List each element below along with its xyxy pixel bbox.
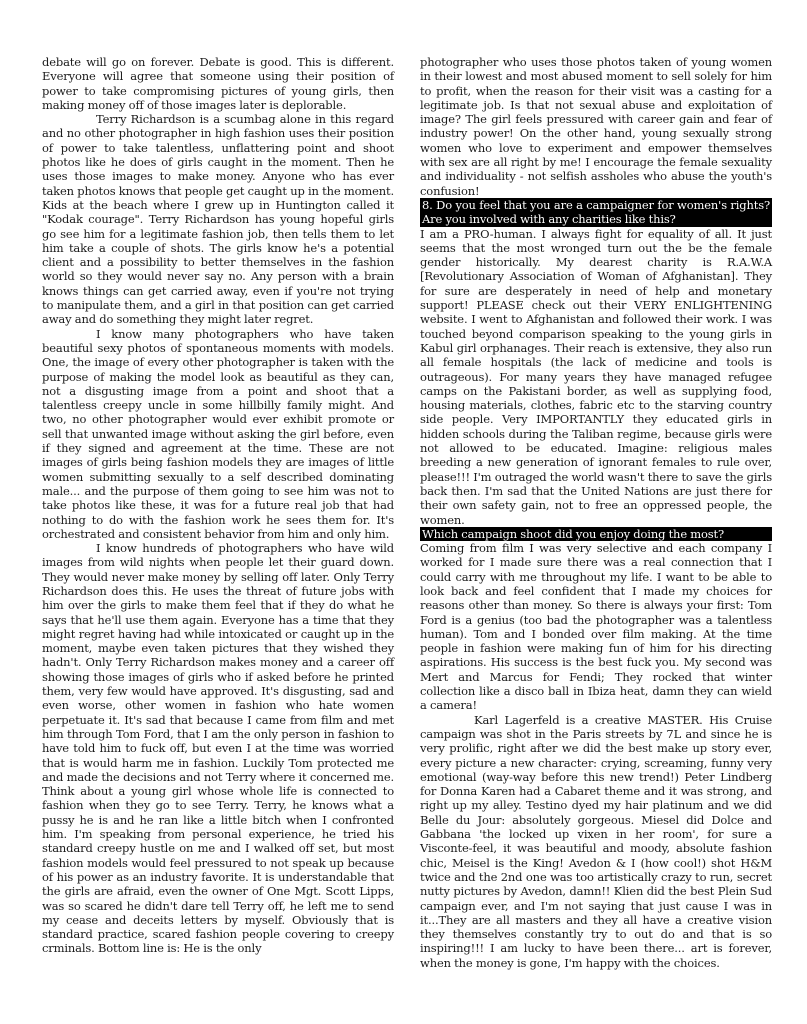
article-columns [42,55,777,970]
interview-question-highlight: 8. Do you feel that you are a campaigner for women's rights? Are you involved with any charities like this? [422,197,770,227]
paragraph: Terry Richardson is a scumbag alone in this regard and no other photographer in high fashion uses their position of power to take talentless, unflattering point and shoot photos like he does of girls caught in the moment. Then he uses those images to make money. Anyone who has ever taken photos knows that people get caught up in the moment. Kids at the beach where I grew up in Huntington called it "Kodak courage". Terry Richardson has young hopeful girls go see him for a legitimate fashion job, then tells them to let him take a couple of shots. The girls know he's a potential client and a possibility to better themselves in the fashion world so they would never say no. Any person with a brain knows things can get carried away, even if you're not trying to manipulate them, and a girl in that position can get carried away and do something they might later regret. [42,112,394,327]
left-column [42,55,394,970]
right-column [420,55,772,970]
paragraph: photographer who uses those photos taken of young women in their lowest and most abused moment to sell solely for him to profit, when the reason for their visit was a casting for a legitimate job. Is that not sexual abuse and exploitation of image? The girl feels pressured with career gain and fear of industry power! On the other hand, young sexually strong women who love to experiment and empower themselves with sex are all right by me! I encourage the female sexuality and individuality - not selfish assholes who abuse the youth's confusion! [420,55,772,198]
paragraph: I am a PRO-human. I always fight for equality of all. It just seems that the most wronged turn out the be the female gender historically. My dearest charity is R.A.W.A [Revolutionary Association of Woman of Afghanistan]. They for sure are desperately in need of help and monetary support! PLEASE check out their VERY ENLIGHTENING website. I went to Afghanistan and followed their work. I was touched beyond comparison speaking to the young girls in Kabul girl orphanages. Their reach is extensive, they also run all female hospitals (the lack of medicine and tools is outrageous). For many years they have managed refugee camps on the Pakistani border, as well as supplying food, housing materials, clothes, fabric etc to the starving country side people. Very IMPORTANTLY they educated girls in hidden schools during the Taliban regime, because girls were not allowed to be educated. Imagine: religious males breeding a new generation of ignorant females to rule over, please!!! I'm outraged the world wasn't there to save the girls back then. I'm sad that the United Nations are just there for their own safety gain, not to free an oppressed people, the women. [420,226,772,527]
paragraph: I know many photographers who have taken beautiful sexy photos of spontaneous moments with models. One, the image of every other photographer is taken with the purpose of making the model look as beautiful as they can, not a disgusting image from a point and shoot that a talentless creepy uncle in some hillbilly family might. And two, no other photographer would ever exhibit promote or sell that unwanted image without asking the girl before, even if they signed and agreement at the time. These are not images of girls being fashion models they are images of little women submitting sexually to a self described dominating male... and the purpose of them going to see him was not to take photos like these, it was for a future real job that had nothing to do with the fashion work he sees them for. It's orchestrated and consistent behavior from him and only him. [42,326,394,541]
interview-question-highlight: Which campaign shoot did you enjoy doing the most? [420,527,772,541]
paragraph: I know hundreds of photographers who have wild images from wild nights when people let their guard down. They would never make money by selling off later. Only Terry Richardson does this. He uses the threat of future jobs with him over the girls to make them feel that if they do what he says that he'll use them again. Everyone has a time that they might regret having had while intoxicated or caught up in the moment, maybe even taken pictures that they wished they hadn't. Only Terry Richardson makes money and a career off showing those images of girls who if asked before he printed them, very few would have approved. It's disgusting, sad and even worse, other women in fashion who hate women perpetuate it. It's sad that because I came from film and met him through Tom Ford, that I am the only person in fashion to have told him to fuck off, but even I at the time was worried that is would harm me in fashion. Luckily Tom protected me and made the decisions and not Terry where it concerned me. Think about a young girl whose whole life is connected to fashion when they go to see Terry. Terry, he knows what a pussy he is and he ran like a little bitch when I confronted him. I'm speaking from personal experience, he tried his standard creepy hustle on me and I walked off set, but most fashion models would feel pressured to not speak up because of his power as an industry favorite. It is understandable that the girls are afraid, even the owner of One Mgt. Scott Lipps, was so scared he didn't dare tell Terry off, he left me to send my cease and deceits letters by myself. Obviously that is standard practice, scared fashion people covering to creepy crminals. Bottom line is: He is the only [42,541,394,956]
paragraph: Coming from film I was very selective and each company I worked for I made sure there was a real connection that I could carry with me throughout my life. I want to be able to look back and feel confident that I made my choices for reasons other than money. So there is always your first: Tom Ford is a genius (too bad the photographer was a talentless human). Tom and I bonded over film making. At the time people in fashion were making fun of him for his directing aspirations. His success is the best fuck you. My second was Mert and Marcus for Fendi; They rocked that winter collection like a disco ball in Ibiza heat, damn they can wield a camera! [420,541,772,713]
paragraph: debate will go on forever. Debate is good. This is different. Everyone will agree that someone using their position of power to take compromising pictures of young girls, then making money off of those images later is deplorable. [42,55,394,112]
paragraph: Karl Lagerfeld is a creative MASTER. His Cruise campaign was shot in the Paris streets by 7L and since he is very prolific, right after we did the best make up story ever, every picture a new character: crying, screaming, funny very emotional (way-way before this new trend!) Peter Lindberg for Donna Karen had a Cabaret theme and it was strong, and right up my alley. Testino dyed my hair platinum and we did Belle du Jour: absolutely gorgeous. Miesel did Dolce and Gabbana 'the locked up vixen in her room', for sure a Visconte-feel, it was beautiful and moody, absolute fashion chic, Meisel is the King! Avedon & I (how cool!) shot H&M twice and the 2nd one was too artistically crazy to run, secret nutty pictures by Avedon, damn!! Klien did the best Plein Sud campaign ever, and I'm not saying that just cause I was in it...They are all masters and they all have a creative vision they themselves constantly try to out do and that is so inspiring!!! I am lucky to have been there... art is forever, when the money is gone, I'm happy with the choices. [420,712,772,970]
